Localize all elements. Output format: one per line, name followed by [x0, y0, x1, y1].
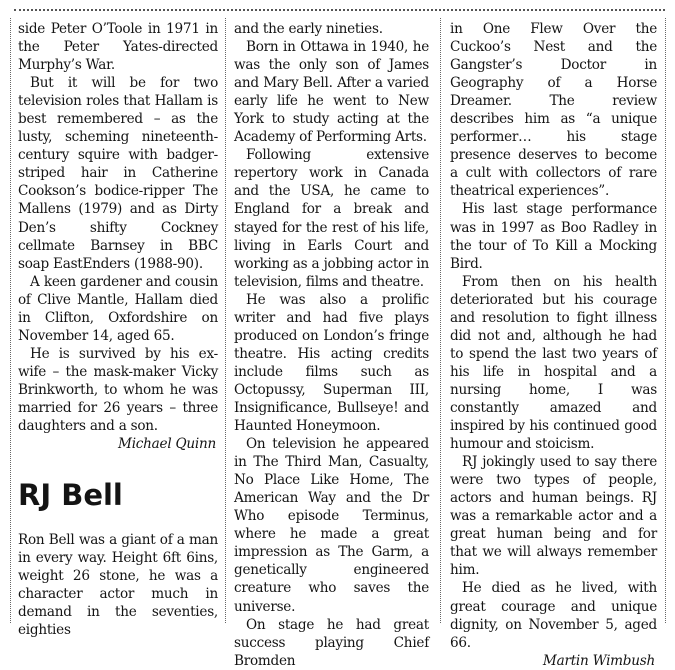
- paragraph: A keen gardener and cousin of Clive Mantle, Hallam died in Clifton, Oxfordshire on November 14, aged 65.: [18, 273, 218, 344]
- paragraph: Ron Bell was a giant of a man in every way. Height 6ft 6ins, weight 26 stone, he was a character actor much in demand in the seventies, eighties: [18, 532, 218, 639]
- paragraph: in One Flew Over the Cuckoo’s Nest and the Gangster’s Doctor in Geography of a Horse Dreamer. The review describes him as “a unique performer… his stage presence deserves to become a cult with collectors of rare theatrical experiences”.: [450, 21, 657, 200]
- paragraph: On television he appeared in The Third Man, Casualty, No Place Like Home, The American Way and the Dr Who episode Terminus, where he made a great impression as The Garm, a genetically engineered creature who saves the universe.: [234, 436, 429, 615]
- paragraph: On stage he had great success playing Chief Bromden: [234, 616, 429, 669]
- paragraph: His last stage performance was in 1997 as Boo Radley in the tour of To Kill a Mocking Bird.: [450, 201, 657, 272]
- column-divider: [10, 18, 11, 623]
- column-divider: [665, 18, 666, 623]
- paragraph: Born in Ottawa in 1940, he was the only son of James and Mary Bell. After a varied early life he went to New York to study acting at the Academy of Performing Arts.: [234, 39, 429, 146]
- column-2: [234, 20, 429, 669]
- column-3: [450, 20, 657, 669]
- paragraph: He was also a prolific writer and had five plays produced on London’s fringe theatre. His acting credits include films such as Octopussy, Superman III, Insignificance, Bullseye! and Haunted Honeymoon.: [234, 291, 429, 435]
- paragraph: and the early nineties.: [234, 21, 383, 37]
- paragraph: RJ jokingly used to say there were two types of people, actors and human beings. RJ was a remarkable actor and a great human being and for that we will always remember him.: [450, 454, 657, 579]
- column-1: [18, 20, 218, 639]
- paragraph: He is survived by his ex-wife – the mask-maker Vicky Brinkworth, to whom he was married for 26 years – three daughters and a son.: [18, 345, 218, 435]
- author-signature: Martin Wimbush: [542, 652, 655, 669]
- paragraph: But it will be for two television roles that Hallam is best remembered – as the lusty, scheming nineteenth-century squire with badger-striped hair in Catherine Cookson’s bodice-ripper The Mallens (1979) and as Dirty Den’s shifty Cockney cellmate Barnsey in BBC soap EastEnders (1988-90).: [18, 75, 218, 272]
- column-divider: [440, 18, 441, 623]
- top-dotted-rule: [14, 9, 665, 11]
- paragraph: side Peter O’Toole in 1971 in the Peter Yates-directed Murphy’s War.: [18, 21, 218, 74]
- paragraph: He died as he lived, with great courage and unique dignity, on November 5, aged 66.: [450, 580, 657, 651]
- paragraph: From then on his health deteriorated but his courage and resolution to fight illness did not and, although he had to spend the last two years of his life in hospital and a nursing home, I was constantly amazed and inspired by his continued good humour and stoicism.: [450, 273, 657, 453]
- author-signature: Michael Quinn: [118, 436, 216, 453]
- paragraph: Following extensive repertory work in Canada and the USA, he came to England for a break and stayed for the rest of his life, living in Earls Court and working as a jobbing actor in television, films and theatre.: [234, 147, 429, 290]
- obituary-headline: RJ Bell: [18, 478, 123, 513]
- column-divider: [225, 18, 226, 623]
